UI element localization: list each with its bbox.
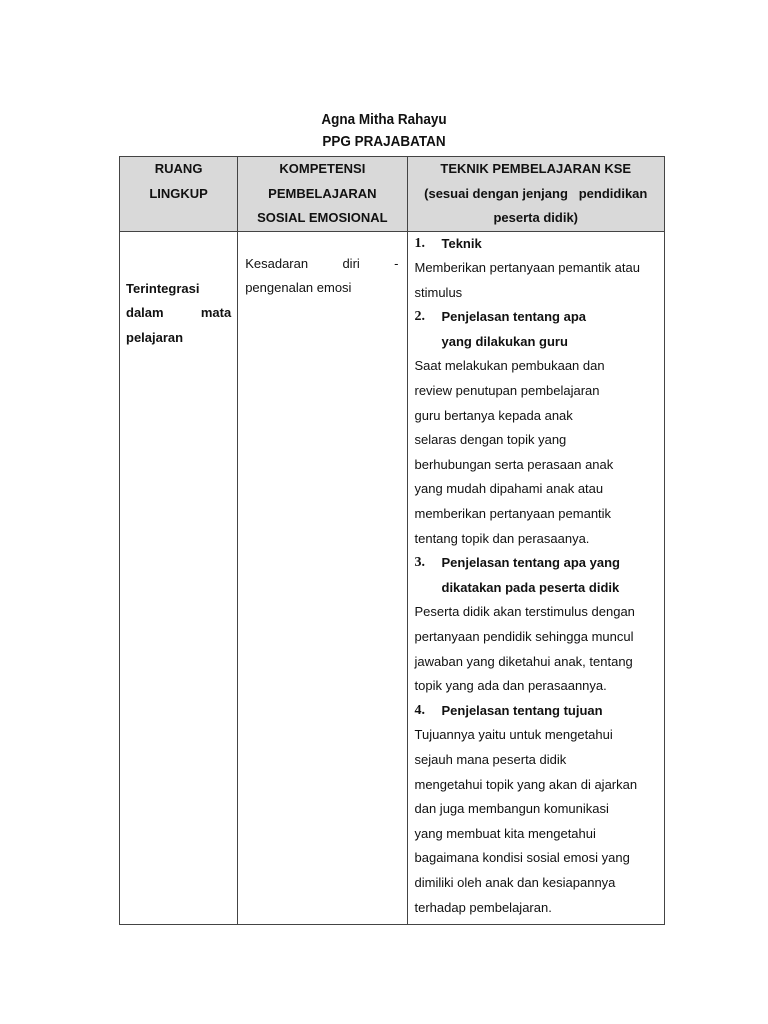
cell-teknik: [407, 231, 665, 925]
author-name: Agna Mitha Rahayu: [321, 111, 447, 128]
section-heading-cont: yang dilakukan guru: [441, 333, 568, 349]
section-number: 1.: [414, 235, 425, 251]
section-number: 2.: [414, 309, 425, 325]
program-title: PPG PRAJABATAN: [322, 133, 446, 150]
cell-kompetensi: Kesadaran diri - pengenalan emosi: [238, 231, 407, 925]
section-tujuan: 4. Penjelasan tentang tujuan Tujuannya yaitu untuk mengetahui sejauh mana peserta didik mengetahui topik yang akan di ajarkan dan juga membangun komunikasi yang membuat kita mengetahui bagaimana kondisi sosial emosi yang dimiliki oleh anak dan kesiapannya terhadap pembelajaran.: [415, 699, 659, 920]
section-apa-dilakukan-guru: 2. Penjelasan tentang apa yang dilakukan guru Saat melakukan pembukaan dan review penutupan pembelajaran guru bertanya kepada anak selaras dengan topik yang berhubungan serta perasaan anak yang mudah dipahami anak atau memberikan pertanyaan pemantik tentang topik dan perasaanya.: [415, 305, 659, 551]
section-heading: Penjelasan tentang apa yang: [441, 555, 620, 571]
table-header-row: [120, 157, 665, 232]
section-heading-cont: dikatakan pada peserta didik: [441, 579, 620, 595]
section-heading: Teknik: [441, 235, 482, 251]
section-heading: Penjelasan tentang apa: [441, 309, 586, 325]
header-ruang-lingkup: RUANG LINGKUP: [120, 157, 238, 232]
header-kompetensi: KOMPETENSI PEMBELAJARAN SOSIAL EMOSIONAL: [238, 157, 407, 232]
kse-table: [119, 156, 665, 925]
cell-ruang-lingkup: Terintegrasi dalam mata pelajaran: [120, 231, 238, 925]
section-apa-dikatakan: 3. Penjelasan tentang apa yang dikatakan pada peserta didik Peserta didik akan terstimulus dengan pertanyaan pendidik sehingga muncul jawaban yang diketahui anak, tentang topik yang ada dan perasaannya.: [415, 551, 659, 699]
section-heading: Penjelasan tentang tujuan: [441, 702, 603, 718]
section-teknik: 1. Teknik Memberikan pertanyaan pemantik atau stimulus: [415, 232, 659, 306]
header-teknik-pembelajaran: TEKNIK PEMBELAJARAN KSE (sesuai dengan jenjang pendidikan peserta didik): [407, 157, 665, 232]
section-number: 4.: [414, 702, 425, 718]
section-number: 3.: [414, 555, 425, 571]
table-row: [120, 231, 665, 925]
